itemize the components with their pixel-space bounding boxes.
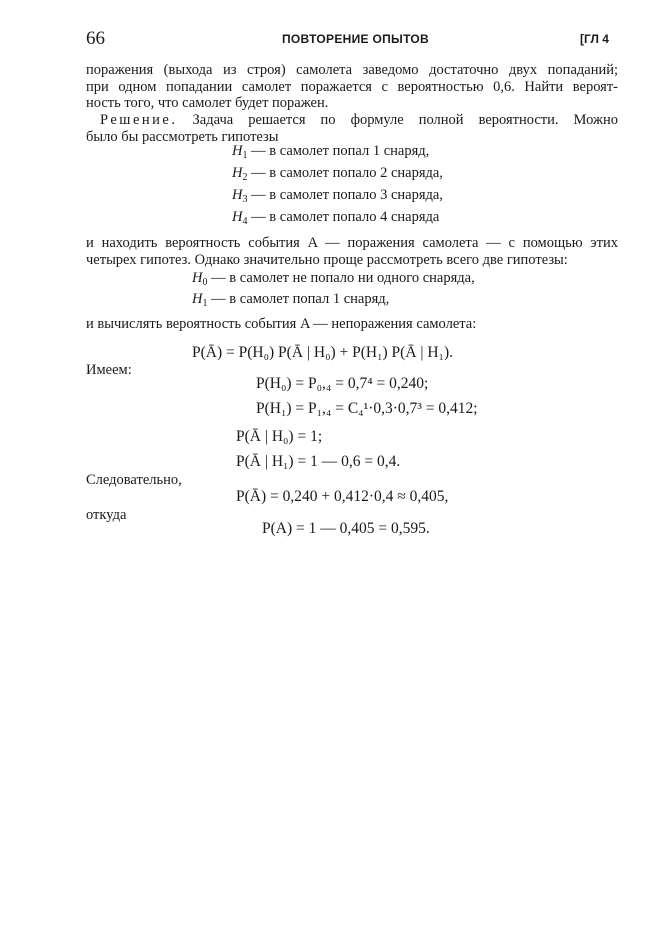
running-title: ПОВТОРЕНИЕ ОПЫТОВ [282,32,430,46]
hypothesis-h0: $H_0$ — в самолет не попало ни одного снаряда, [192,270,475,288]
solution-line: было бы рассмотреть гипотезы [86,128,279,145]
formula-cond-h0: P(Ā | H₀) = 1; [236,428,323,445]
page-number: 66 [86,28,105,49]
middle-line: и находить вероятность события A — поражения самолета — с помощью этих [86,235,618,251]
solution-paragraph [86,112,618,145]
formula-p-a: P(A) = 1 — 0,405 = 0,595. [262,520,430,537]
hypothesis-h2: $H_2$ — в самолет попало 2 снаряда, [232,165,443,183]
formula-p-h0: P(H₀) = P₀,₄ = 0,7⁴ = 0,240; [256,375,429,392]
solution-label: Решение. [100,112,178,128]
formula-p-not-a: P(Ā) = 0,240 + 0,412·0,4 ≈ 0,405, [236,488,449,505]
intro-line: ность того, что самолет будет поражен. [86,95,329,111]
middle-paragraph [86,235,618,268]
hypothesis-h4: $H_4$ — в самолет попало 4 снаряда [232,209,440,227]
solution-line [86,112,618,129]
formula-cond-h1: P(Ā | H₁) = 1 — 0,6 = 0,4. [236,453,401,470]
intro-line: поражения (выхода из строя) самолета заведомо достаточно двух попаданий; [86,62,618,78]
compute-line: и вычислять вероятность события A — непоражения самолета: [86,316,477,332]
hypothesis-h3: $H_3$ — в самолет попало 3 снаряда, [232,187,443,205]
formula-total-probability: P(Ā) = P(H₀) P(Ā | H₀) + P(H₁) P(Ā | H₁). [192,344,454,361]
label-sledovatelno: Следовательно, [86,472,182,488]
label-imeem: Имеем: [86,362,132,378]
chapter-marker: [ГЛ 4 [580,32,609,46]
intro-paragraph [86,62,618,112]
solution-text: Задача решается по формуле полной вероятности. Можно [192,112,618,128]
middle-line: четырех гипотез. Однако значительно проще рассмотреть всего две гипотезы: [86,251,568,268]
intro-line: при одном попадании самолет поражается с вероятностью 0,6. Найти вероят- [86,78,618,95]
hypothesis-h1-alt: $H_1$ — в самолет попал 1 снаряд, [192,291,390,309]
formula-p-h1: P(H₁) = P₁,₄ = C₄¹·0,3·0,7³ = 0,412; [256,400,478,417]
label-otkuda: откуда [86,507,127,523]
hypothesis-h1: $H_1$ — в самолет попал 1 снаряд, [232,143,430,161]
